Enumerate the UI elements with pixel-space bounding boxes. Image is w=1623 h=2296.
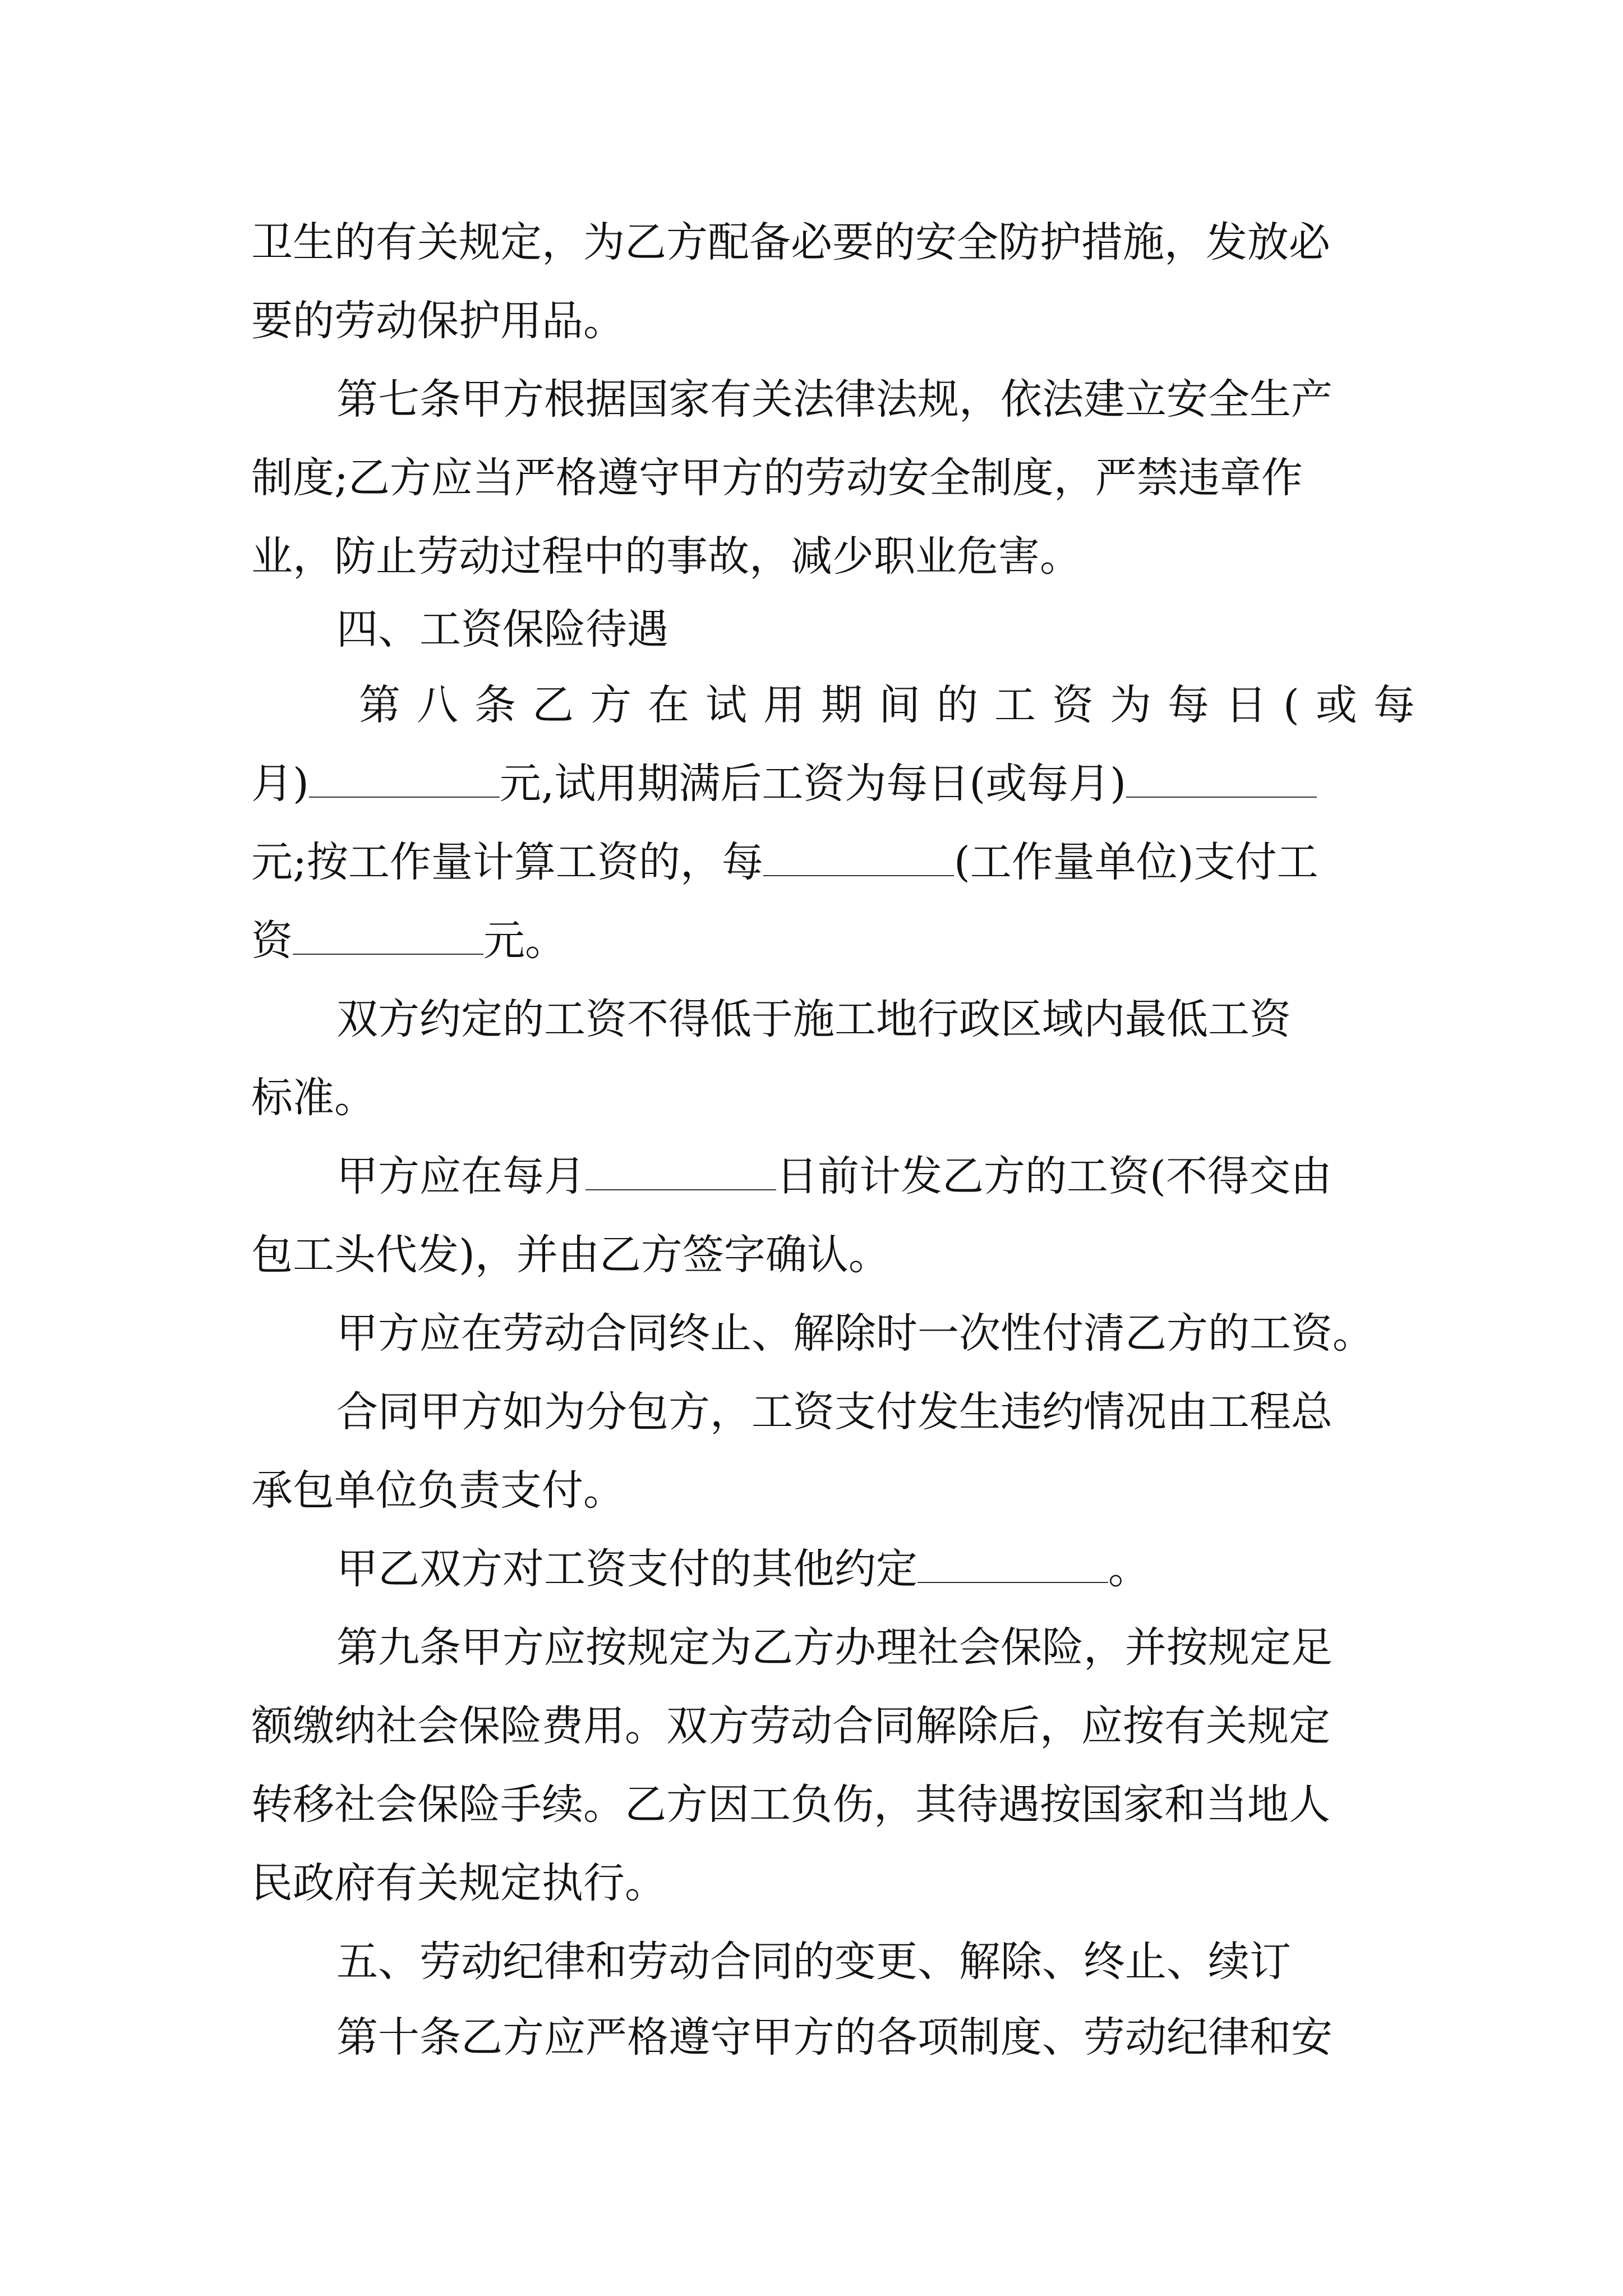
text-line bbox=[251, 917, 566, 965]
text-line: 业，防止劳动过程中的事故，减少职业危害。 bbox=[251, 532, 1081, 581]
text-line: 标准。 bbox=[251, 1074, 376, 1122]
text-segment: 月) bbox=[251, 760, 309, 808]
text-line: 卫生的有关规定，为乙方配备必要的安全防护措施，发放必 bbox=[251, 218, 1330, 266]
text-segment: 日前计发乙方的工资(不得交由 bbox=[776, 1152, 1332, 1200]
text-line: 转移社会保险手续。乙方因工负伤，其待遇按国家和当地人 bbox=[251, 1780, 1330, 1829]
section-heading-4: 四、工资保险待遇 bbox=[336, 605, 668, 654]
text-line: 甲方应在劳动合同终止、解除时一次性付清乙方的工资。 bbox=[336, 1309, 1374, 1358]
fill-in-blank[interactable] bbox=[293, 920, 483, 955]
text-segment: 资 bbox=[251, 917, 293, 965]
text-segment: 元。 bbox=[483, 917, 566, 965]
article-8-line: 第八条乙方在试用期间的工资为每日(或每 bbox=[359, 681, 1431, 729]
fill-in-blank[interactable] bbox=[917, 1548, 1108, 1583]
text-line bbox=[336, 1545, 1150, 1593]
fill-in-blank[interactable] bbox=[763, 841, 954, 876]
text-line: 双方约定的工资不得低于施工地行政区域内最低工资 bbox=[336, 995, 1291, 1043]
text-segment: 。 bbox=[1108, 1545, 1150, 1593]
text-segment: 元,试用期满后工资为每日(或每月) bbox=[499, 760, 1127, 808]
fill-in-blank[interactable] bbox=[1126, 763, 1317, 798]
text-segment: (工作量单位)支付工 bbox=[953, 838, 1318, 886]
article-9-line: 第九条甲方应按规定为乙方办理社会保险，并按规定足 bbox=[336, 1623, 1332, 1672]
section-heading-5: 五、劳动纪律和劳动合同的变更、解除、终止、续订 bbox=[336, 1938, 1291, 1986]
text-line bbox=[336, 1152, 1332, 1200]
fill-in-blank[interactable] bbox=[309, 763, 500, 798]
text-line bbox=[251, 760, 1317, 808]
fill-in-blank[interactable] bbox=[585, 1156, 776, 1190]
text-segment: 元;按工作量计算工资的，每 bbox=[251, 838, 763, 886]
text-line: 民政府有关规定执行。 bbox=[251, 1859, 666, 1907]
text-segment: 甲乙双方对工资支付的其他约定 bbox=[336, 1545, 917, 1593]
text-line: 合同甲方如为分包方，工资支付发生违约情况由工程总 bbox=[336, 1388, 1332, 1436]
text-segment: 甲方应在每月 bbox=[336, 1152, 585, 1200]
text-line: 要的劳动保护用品。 bbox=[251, 297, 625, 345]
text-line: 额缴纳社会保险费用。双方劳动合同解除后，应按有关规定 bbox=[251, 1702, 1330, 1750]
article-7-line: 第七条甲方根据国家有关法律法规，依法建立安全生产 bbox=[336, 375, 1332, 424]
text-line: 制度;乙方应当严格遵守甲方的劳动安全制度，严禁违章作 bbox=[251, 454, 1303, 502]
text-line bbox=[251, 838, 1318, 886]
text-line: 承包单位负责支付。 bbox=[251, 1466, 625, 1515]
text-line: 包工头代发)，并由乙方签字确认。 bbox=[251, 1231, 890, 1279]
article-10-line: 第十条乙方应严格遵守甲方的各项制度、劳动纪律和安 bbox=[336, 2013, 1332, 2062]
